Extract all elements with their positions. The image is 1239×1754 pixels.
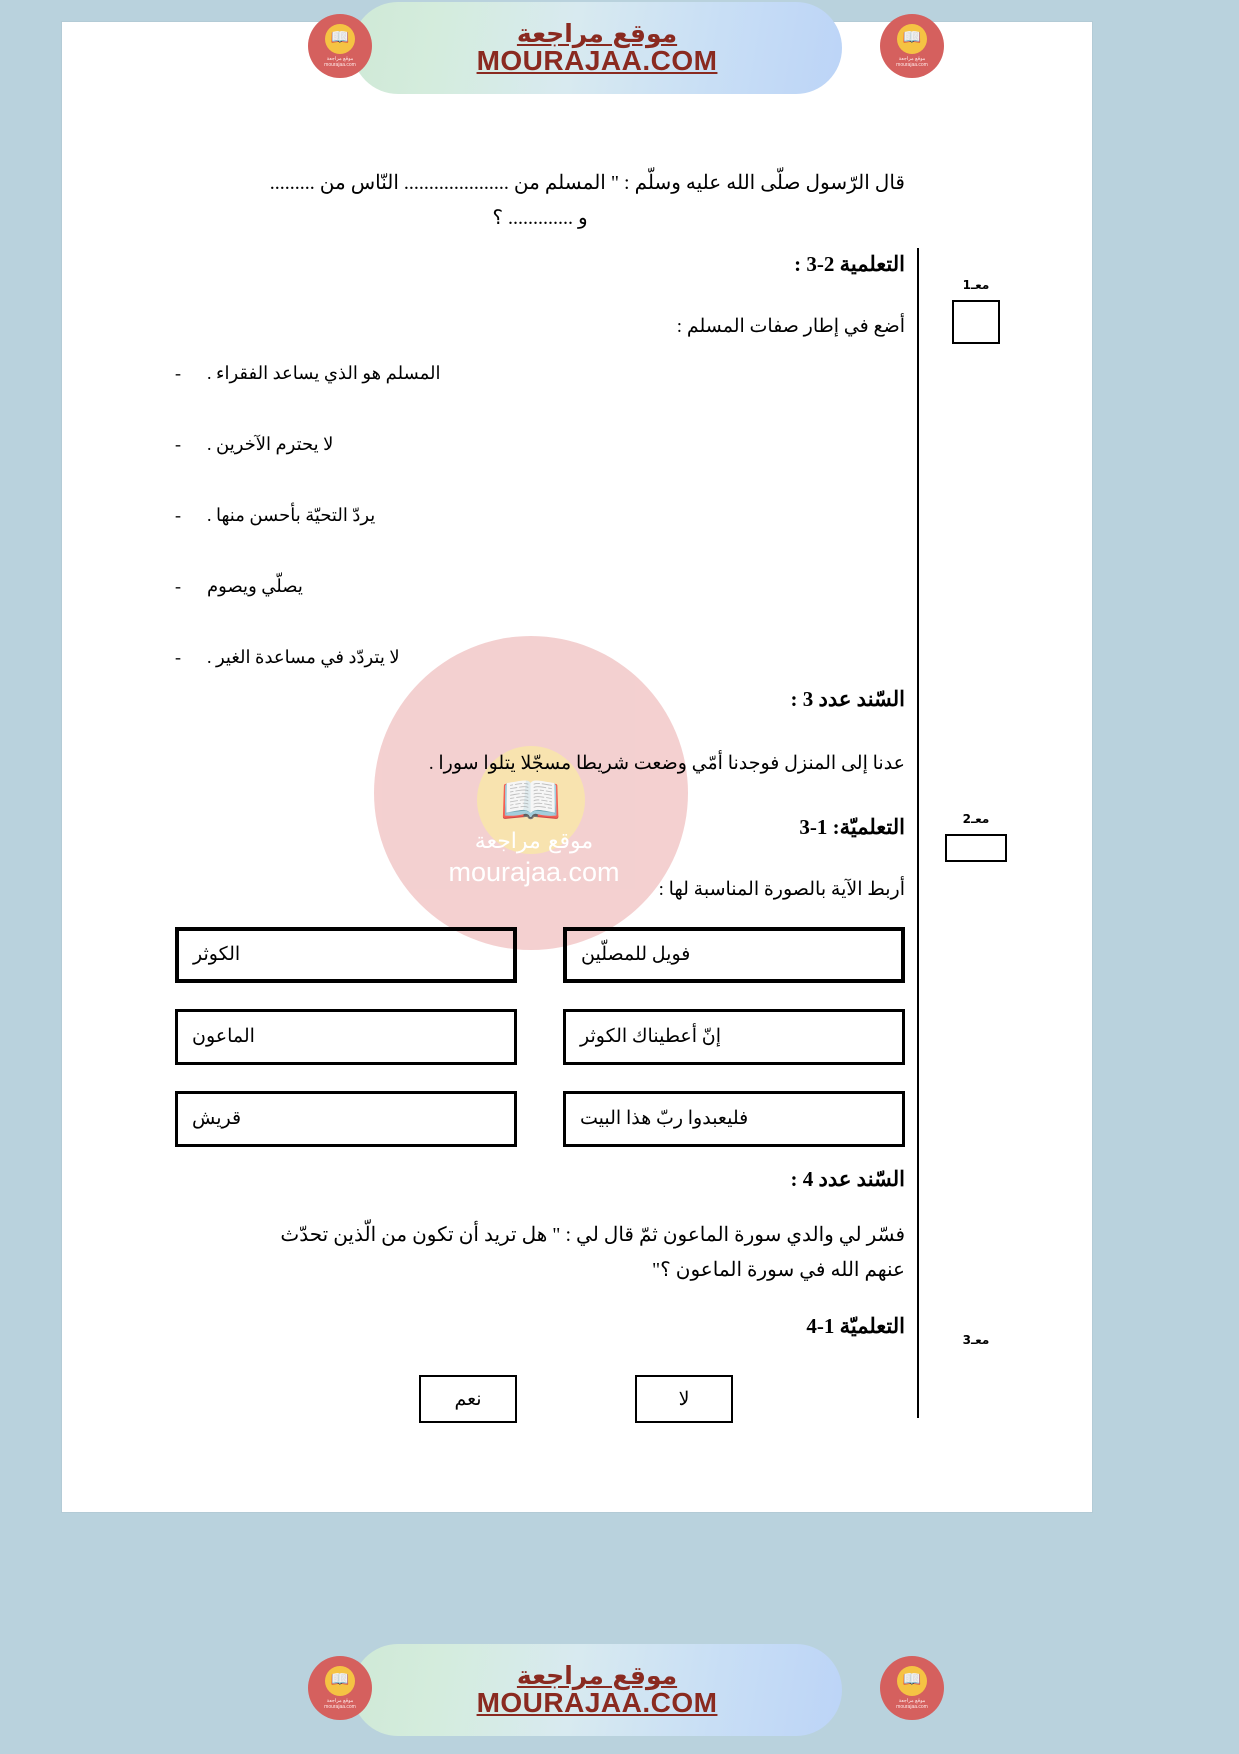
bottom-branding-banner [280, 1642, 980, 1740]
score-block-2 [928, 812, 1024, 862]
logo-disc-icon [325, 1666, 355, 1696]
score-block-1 [928, 278, 1024, 344]
open-book-icon: 📖 [330, 30, 350, 47]
verse-surah-matching-grid [175, 927, 905, 1147]
verse-box-1[interactable]: فويل للمصلّين [563, 927, 905, 983]
open-book-icon: 📖 [902, 30, 922, 47]
site-logo-left [308, 14, 372, 78]
trait-text: يصلّي ويصوم [207, 575, 303, 596]
logo-caption-arabic: موقع مراجعة [326, 1697, 354, 1704]
logo-caption-english: mourajaa.com [324, 62, 356, 68]
banner-arabic-title: موقع مراجعة [516, 19, 678, 48]
verse-box-2[interactable]: إنّ أعطيناك الكوثر [563, 1009, 905, 1065]
site-logo-right [880, 1656, 944, 1720]
trait-text: لا يحترم الآخرين . [207, 433, 334, 454]
dash-bullet-icon: - [175, 504, 181, 525]
dash-bullet-icon: - [175, 575, 181, 596]
instruction-match-verse-to-surah: أربط الآية بالصورة المناسبة لها : [658, 879, 905, 901]
list-item[interactable] [175, 431, 905, 458]
surah-box-3[interactable]: قريش [175, 1091, 517, 1147]
list-item[interactable] [175, 360, 905, 387]
margin-column-divider [917, 248, 919, 1418]
hadith-paragraph-line-2: و ............. ؟ [492, 207, 588, 229]
matching-row [175, 1091, 905, 1147]
worksheet-content [175, 168, 905, 1423]
logo-caption-arabic: موقع مراجعة [898, 1697, 926, 1704]
logo-caption-english: mourajaa.com [896, 62, 928, 68]
open-book-icon: 📖 [330, 1672, 350, 1689]
watermark-book-icon: 📖 [499, 772, 563, 828]
heading-support-4: السّند عدد 4 : [790, 1166, 905, 1191]
instruction-frame-muslim-traits: أضع في إطار صفات المسلم : [676, 316, 905, 338]
banner-arabic-title: موقع مراجعة [516, 1661, 678, 1690]
logo-disc-icon [897, 1666, 927, 1696]
choice-box-yes[interactable]: نعم [419, 1375, 517, 1423]
score-label-2: معـ2 [962, 812, 990, 826]
heading-objective-4-1: التعلميّة 1-4 [806, 1314, 905, 1339]
logo-caption-english: mourajaa.com [324, 1704, 356, 1710]
trait-text: المسلم هو الذي يساعد الفقراء . [207, 362, 441, 383]
logo-disc-icon [897, 24, 927, 54]
trait-text: يردّ التحيّة بأحسن منها . [207, 504, 376, 525]
watermark-arabic-text: موقع مراجعة [474, 829, 594, 854]
dash-bullet-icon: - [175, 433, 181, 454]
yes-no-choice-row [175, 1375, 905, 1423]
banner-text-group [352, 2, 842, 94]
hadith-paragraph-line-1: قال الرّسول صلّى الله عليه وسلّم : " المسلم من ..................... النّاس من ......... [269, 172, 905, 194]
matching-row [175, 927, 905, 983]
dash-bullet-icon: - [175, 646, 181, 667]
site-logo-left [308, 1656, 372, 1720]
muslim-traits-list [175, 360, 905, 671]
logo-caption-arabic: موقع مراجعة [326, 55, 354, 62]
open-book-icon: 📖 [902, 1672, 922, 1689]
score-input-box-1[interactable] [952, 300, 1000, 344]
surah-box-1[interactable]: الكوثر [175, 927, 517, 983]
top-branding-banner [280, 0, 980, 98]
banner-english-title: MOURAJAA.COM [476, 45, 718, 76]
score-label-3: معـ3 [962, 1333, 990, 1347]
support-4-text-line-1: فسّر لي والدي سورة الماعون ثمّ قال لي : " هل تريد أن تكون من الّذين تحدّث [280, 1224, 905, 1247]
score-label-1: معـ1 [962, 278, 990, 292]
banner-english-title: MOURAJAA.COM [476, 1687, 718, 1718]
score-input-box-2[interactable] [945, 834, 1007, 862]
surah-box-2[interactable]: الماعون [175, 1009, 517, 1065]
list-item[interactable] [175, 502, 905, 529]
logo-caption-arabic: موقع مراجعة [898, 55, 926, 62]
matching-row [175, 1009, 905, 1065]
trait-text: لا يتردّد في مساعدة الغير . [207, 646, 400, 667]
score-block-3 [928, 1333, 1024, 1347]
logo-disc-icon [325, 24, 355, 54]
support-3-text: عدنا إلى المنزل فوجدنا أمّي وضعت شريطا مسجّلا يتلوا سورا . [428, 753, 905, 775]
choice-box-no[interactable]: لا [635, 1375, 733, 1423]
heading-support-3: السّند عدد 3 : [790, 686, 905, 711]
site-logo-right [880, 14, 944, 78]
heading-objective-3-1: التعلميّة: 1-3 [799, 814, 905, 839]
verse-box-3[interactable]: فليعبدوا ربّ هذا البيت [563, 1091, 905, 1147]
dash-bullet-icon: - [175, 362, 181, 383]
list-item[interactable] [175, 644, 905, 671]
heading-objective-2-3: التعلمية 2-3 : [794, 252, 905, 276]
banner-text-group [352, 1644, 842, 1736]
watermark-domain-text: mourajaa.com [448, 856, 620, 887]
support-4-text-line-2: عنهم الله في سورة الماعون ؟" [652, 1259, 905, 1282]
logo-caption-english: mourajaa.com [896, 1704, 928, 1710]
list-item[interactable] [175, 573, 905, 600]
